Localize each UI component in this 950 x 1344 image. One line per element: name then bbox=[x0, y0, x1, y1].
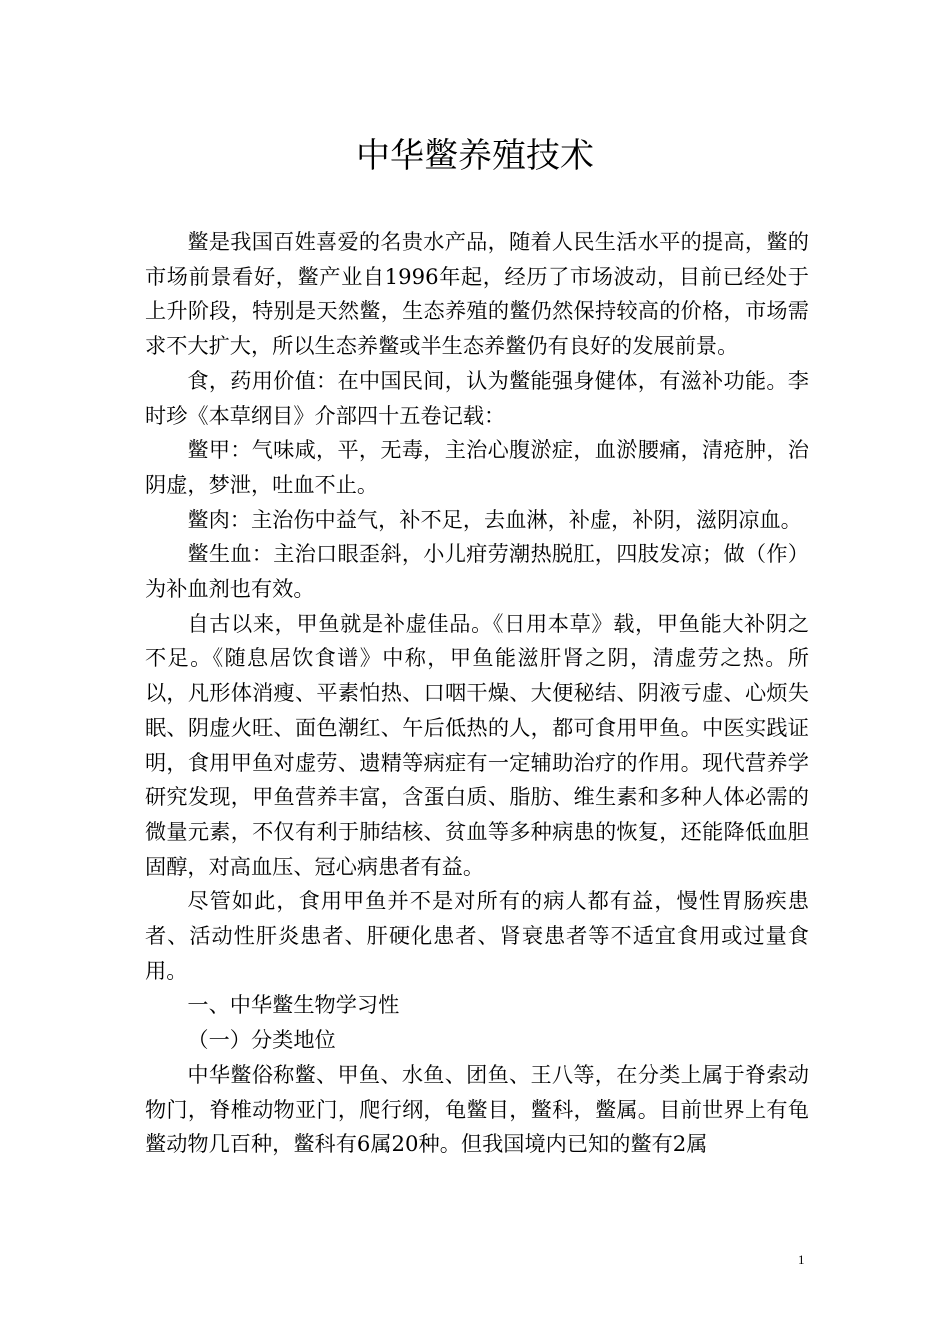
document-body bbox=[145, 225, 809, 1162]
paragraph-shell: 鳖甲：气味咸，平，无毒，主治心腹淤症，血淤腰痛，清疮肿，治阴虚，梦泄，吐血不止。 bbox=[145, 437, 809, 497]
paragraph-blood: 鳖生血：主治口眼歪斜，小儿疳劳潮热脱肛，四肢发凉；做（作）为补血剂也有效。 bbox=[145, 541, 809, 602]
paragraph-meat: 鳖肉：主治伤中益气，补不足，去血淋，补虚，补阴，滋阴凉血。 bbox=[187, 506, 802, 532]
paragraph-intro: 鳖是我国百姓喜爱的名贵水产品，随着人民生活水平的提高，鳖的市场前景看好，鳖产业自1996年起，经历了市场波动，目前已经处于上升阶段，特别是天然鳖，生态养殖的鳖仍然保持较高的价格，市场需求不大扩大，所以生态养鳖或半生态养鳖仍有良好的发展前景。 bbox=[145, 229, 809, 359]
page-number: 1 bbox=[798, 1252, 805, 1267]
subsection-heading-classification: （一）分类地位 bbox=[187, 1027, 336, 1053]
document-title: 中华鳖养殖技术 bbox=[356, 136, 594, 176]
paragraph-history: 自古以来，甲鱼就是补虚佳品。《日用本草》载，甲鱼能大补阴之不足。《随息居饮食谱》中称，甲鱼能滋肝肾之阴，清虚劳之热。所以，凡形体消瘦、平素怕热、口咽干燥、大便秘结、阴液亏虚、心烦失眠、阴虚火旺、面色潮红、午后低热的人，都可食用甲鱼。中医实践证明，食用甲鱼对虚劳、遗精等病症有一定辅助治疗的作用。现代营养学研究发现，甲鱼营养丰富，含蛋白质、脂肪、维生素和多种人体必需的微量元素，不仅有利于肺结核、贫血等多种病患的恢复，还能降低血胆固醇，对高血压、冠心病患者有益。 bbox=[145, 610, 809, 879]
paragraph-classification: 中华鳖俗称鳖、甲鱼、水鱼、团鱼、王八等，在分类上属于脊索动物门，脊椎动物亚门，爬行纲，龟鳖目，鳖科，鳖属。目前世界上有龟鳖动物几百种，鳖科有6属20种。但我国境内已知的鳖有2属 bbox=[145, 1061, 809, 1157]
paragraph-caution: 尽管如此，食用甲鱼并不是对所有的病人都有益，慢性胃肠疾患者、活动性肝炎患者、肝硬化患者、肾衰患者等不适宜食用或过量食用。 bbox=[145, 888, 809, 983]
paragraph-medicinal-value: 食，药用价值：在中国民间，认为鳖能强身健体，有滋补功能。李时珍《本草纲目》介部四十五卷记载： bbox=[145, 367, 809, 428]
section-heading-biology: 一、中华鳖生物学习性 bbox=[187, 992, 400, 1018]
